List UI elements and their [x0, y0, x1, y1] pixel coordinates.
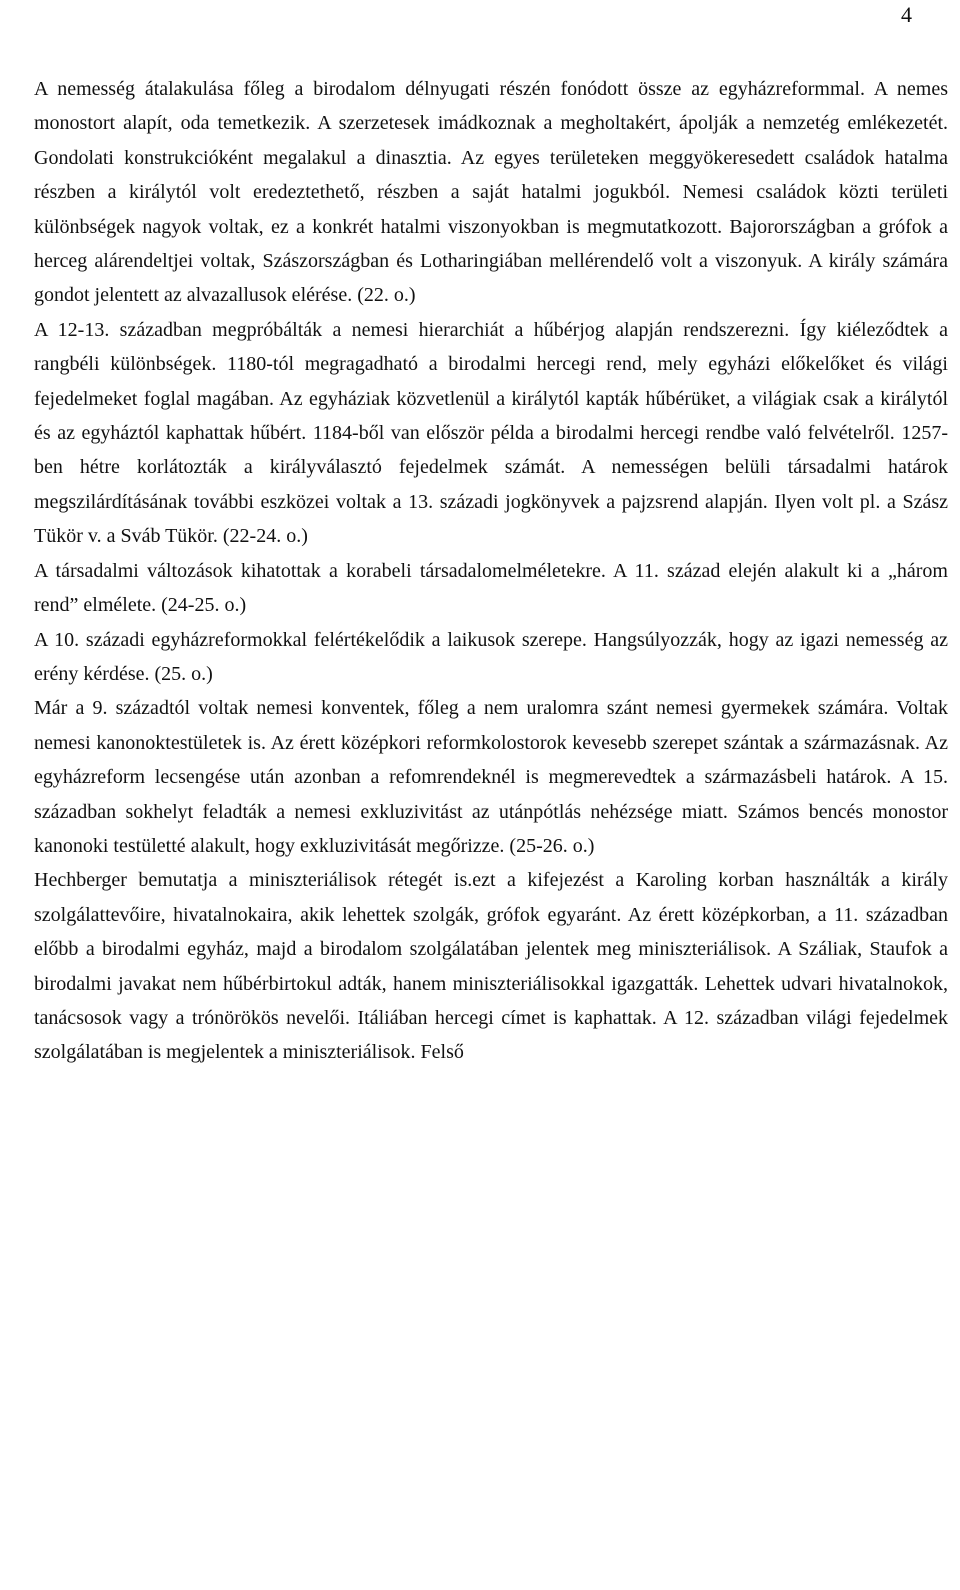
paragraph-hierarchy: A 12-13. században megpróbálták a nemesi hierarchiát a hűbérjog alapján rendszerezni. Így kiéleződtek a rangbéli különbségek. 1180-tól megragadható a birodalmi hercegi rend, mely egyházi előkelőket és világi fejedelmeket foglal magában. Az egyháziak közvetlenül a királytól kapták hűbérüket, a világiak csak a királytól és az egyháztól kaphattak hűbért. 1184-ből van először példa a birodalmi hercegi rendbe való felvételről. 1257-ben hétre korlátozták a királyválasztó fejedelmek számát. A nemességen belüli társadalmi határok megszilárdításának további eszközei voltak a 13. századi jogkönyvek a pajzsrend alapján. Ilyen volt pl. a Szász Tükör v. a Sváb Tükör. (22-24. o.)	[34, 318, 948, 548]
paragraph-noble-convents: Már a 9. századtól voltak nemesi konventek, főleg a nem uralomra szánt nemesi gyermekek számára. Voltak nemesi kanonoktestületek is. Az érett középkori reformkolostorok kevesebb szerepet szántak a származásnak. Az egyházreform lecsengése után azonban a refomrendeknél is megmerevedtek a származásbeli határok. A 15. században sokhelyt feladták a nemesi exkluzivitást az utánpótlás nehézsége miatt. Számos bencés monostor kanonoki testületté alakult, hogy exkluzivitását megőrizze. (25-26. o.)	[34, 697, 948, 857]
paragraph-ministerials: Hechberger bemutatja a miniszteriálisok rétegét is.ezt a kifejezést a Karoling korban használták a király szolgálattevőire, hivatalnokaira, akik lehettek szolgák, grófok egyaránt. Az érett középkorban, a 11. században előbb a birodalmi egyház, majd a birodalom szolgálatában jelentek meg miniszteriálisok. A Száliak, Staufok a birodalmi javakat nem hűbérbirtokul adták, hanem miniszteriálisokkal igazgatták. Lehettek udvari hivatalnokok, tanácsosok vagy a trónörökös nevelői. Itáliában hercegi címet is kaphattak. A 12. században világi fejedelmek szolgálatában is megjelentek a miniszteriálisok. Felső	[34, 869, 948, 1064]
paragraph-social-theory: A társadalmi változások kihatottak a korabeli társadalomelméletekre. A 11. század elején alakult ki a „három rend” elmélete. (24-25. o.)	[34, 559, 948, 617]
page-number: 4	[901, 2, 912, 27]
body-text	[34, 72, 948, 1070]
paragraph-church-reform: A 10. századi egyházreformokkal felértékelődik a laikusok szerepe. Hangsúlyozzák, hogy az igazi nemesség az erény kérdése. (25. o.)	[34, 628, 948, 685]
paragraph-nobility-transformation: A nemesség átalakulása főleg a birodalom délnyugati részén fonódott össze az egyházreformmal. A nemes monostort alapít, oda temetkezik. A szerzetesek imádkoznak a megholtakért, ápolják a nemzetég emlékezetét. Gondolati konstrukcióként megalakul a dinasztia. Az egyes területeken meggyökeresedett családok hatalma részben a királytól volt eredeztethető, részben a saját hatalmi jogukból. Nemesi családok közti területi különbségek nagyok voltak, ez a konkrét hatalmi viszonyokban is megmutatkozott. Bajorországban a grófok a herceg alárendeltjei voltak, Szászországban és Lotharingiában mellérendelő volt a viszonyuk. A király számára gondot jelentett az alvazallusok elérése. (22. o.)	[34, 78, 948, 307]
